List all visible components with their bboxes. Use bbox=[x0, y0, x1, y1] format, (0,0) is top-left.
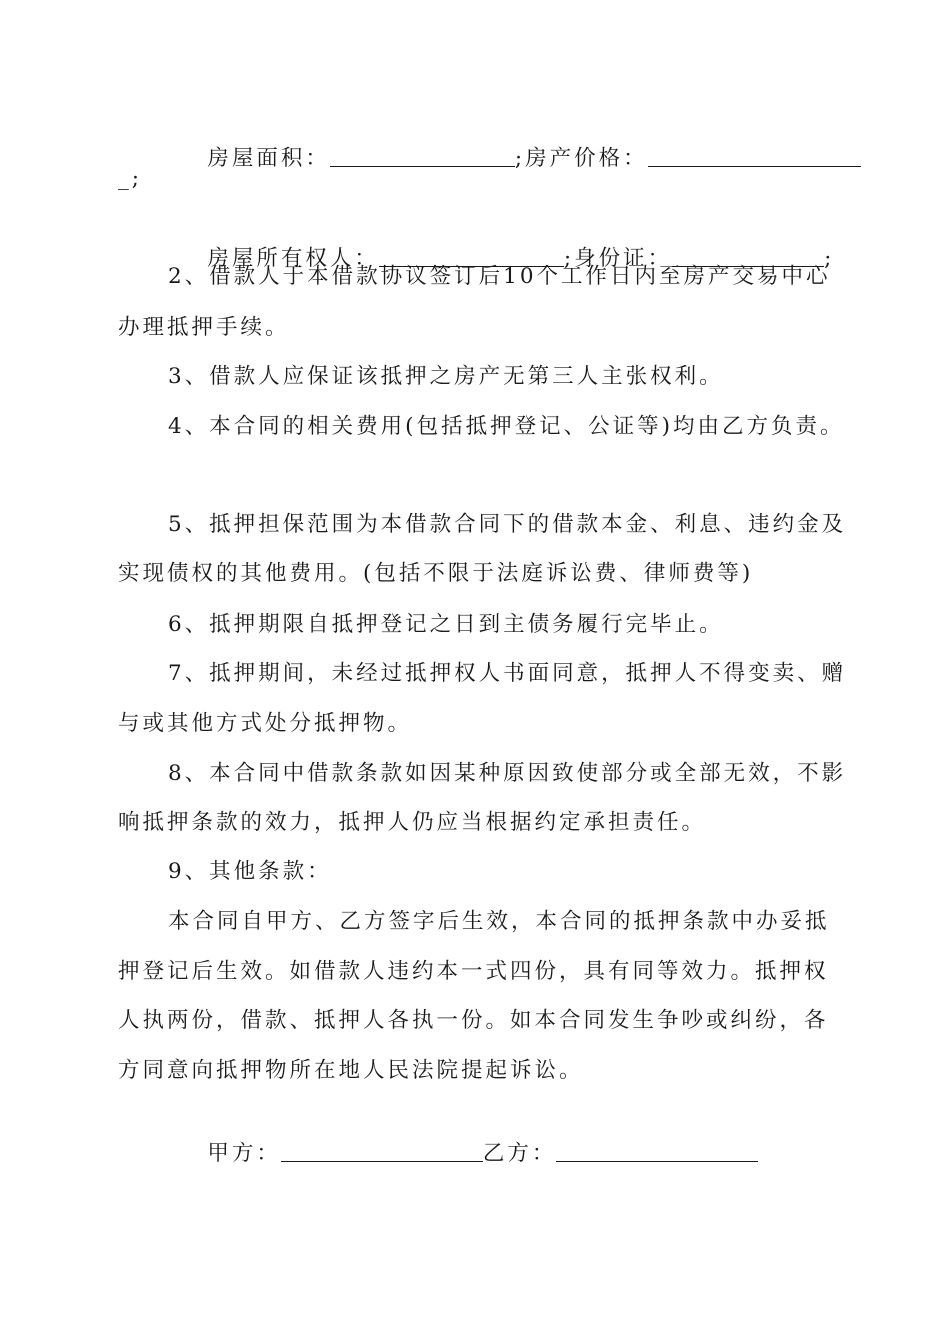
clause-7-line-2: 与或其他方式处分抵押物。 bbox=[118, 711, 413, 736]
clause-7-line-1: 7、抵押期间，未经过抵押权人书面同意，抵押人不得变卖、赠 bbox=[168, 661, 847, 686]
id-label: ;身份证： bbox=[563, 246, 673, 271]
other-terms-line-3: 人执两份，借款、抵押人各执一份。如本合同发生争吵或纠纷，各 bbox=[118, 1008, 829, 1033]
clause-5-line-2: 实现债权的其他费用。(包括不限于法庭诉讼费、律师费等) bbox=[118, 561, 754, 586]
price-tail-line bbox=[118, 164, 142, 194]
price-tail: _; bbox=[118, 166, 142, 191]
clause-5-line-1: 5、抵押担保范围为本借款合同下的借款本金、利息、违约金及 bbox=[168, 512, 847, 537]
clause-2-line-2: 办理抵押手续。 bbox=[118, 315, 290, 340]
clause-4: 4、本合同的相关费用(包括抵押登记、公证等)均由乙方负责。 bbox=[168, 414, 845, 439]
clause-8-line-2: 响抵押条款的效力，抵押人仍应当根据约定承担责任。 bbox=[118, 810, 707, 835]
area-blank[interactable] bbox=[330, 146, 515, 167]
clause-2-line-1: 2、借款人于本借款协议签订后10个工作日内至房产交易中心 bbox=[168, 264, 831, 289]
owner-label: 房屋所有权人： bbox=[207, 246, 379, 271]
signature-row bbox=[168, 1109, 758, 1199]
other-terms-line-2: 押登记后生效。如借款人违约本一式四份，具有同等效力。抵押权 bbox=[118, 959, 829, 984]
other-terms-line-1: 本合同自甲方、乙方签字后生效，本合同的抵押条款中办妥抵 bbox=[168, 909, 830, 934]
other-terms-line-4: 方同意向抵押物所在地人民法院提起诉讼。 bbox=[118, 1058, 584, 1083]
field-row-area-price bbox=[168, 114, 861, 204]
clause-9: 9、其他条款： bbox=[168, 859, 332, 884]
party-a-label: 甲方： bbox=[207, 1141, 281, 1166]
price-blank[interactable] bbox=[648, 146, 861, 167]
clause-3: 3、借款人应保证该抵押之房产无第三人主张权利。 bbox=[168, 364, 724, 389]
clause-6: 6、抵押期限自抵押登记之日到主债务履行完毕止。 bbox=[168, 612, 724, 637]
id-tail: ; bbox=[824, 246, 835, 271]
party-a-signature-blank[interactable] bbox=[281, 1141, 483, 1162]
price-label: ;房产价格： bbox=[514, 146, 648, 171]
party-b-label: 乙方： bbox=[482, 1141, 557, 1166]
party-b-signature-blank[interactable] bbox=[556, 1141, 758, 1162]
clause-8-line-1: 8、本合同中借款条款如因某种原因致使部分或全部无效，不影 bbox=[168, 761, 847, 786]
area-label: 房屋面积： bbox=[207, 146, 330, 171]
